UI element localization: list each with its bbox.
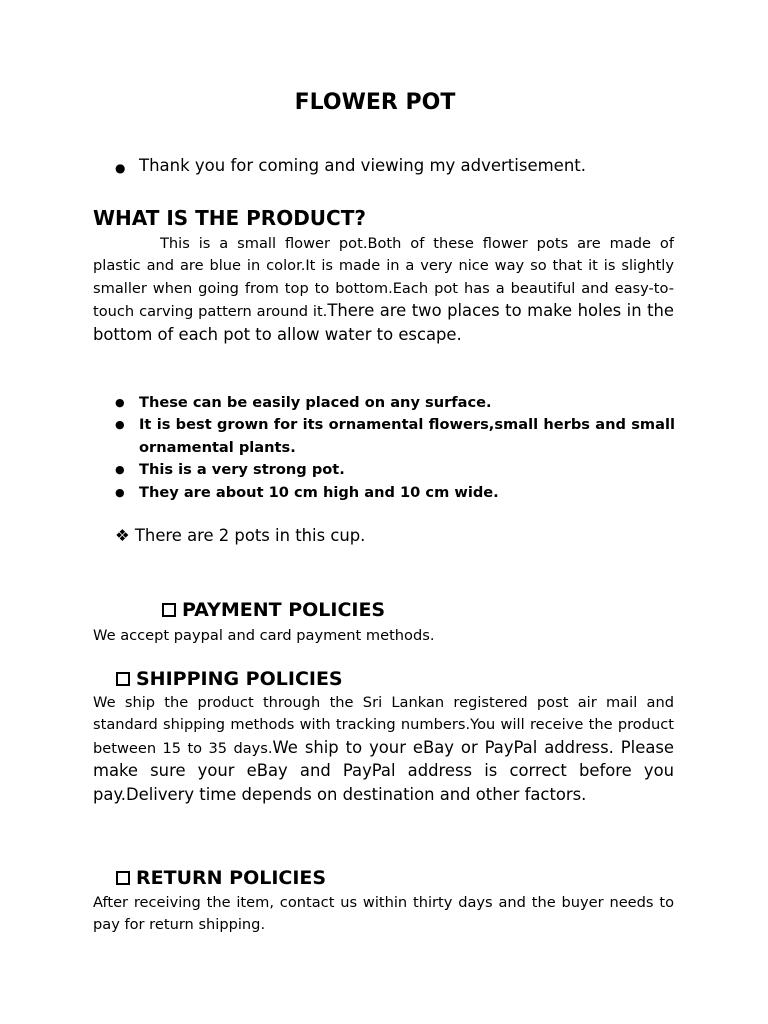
list-item: ● They are about 10 cm high and 10 cm wide. [115,482,675,504]
bullet-dot-icon: ● [115,396,125,409]
pots-note-text: There are 2 pots in this cup. [134,526,366,545]
payment-heading: PAYMENT POLICIES [162,599,385,621]
product-description-part1: This is a small flower pot.Both of these flower pots are made of plastic and are blue in color.It is made in a very nice way so that it is slightly smaller when going from top to bottom.Each pot has a beautiful and easy-to-touch carving pattern around it. [93,235,674,321]
checkbox-icon [116,871,130,885]
product-description [93,233,674,347]
checkbox-icon [162,603,176,617]
return-heading: RETURN POLICIES [116,867,326,889]
product-description-part2: There are two places to make holes in the bottom of each pot to allow water to escape. [93,301,674,344]
diamond-icon: ❖ [115,526,130,545]
page-title: FLOWER POT [294,90,456,115]
pots-note [115,526,365,545]
list-item: ● This is a very strong pot. [115,459,675,481]
feature-list [115,392,675,504]
bullet-dot-icon: ● [115,485,125,499]
checkbox-icon [116,672,130,686]
shipping-text [93,692,674,807]
list-item: ● These can be easily placed on any surface. [115,392,675,414]
list-item: ● It is best grown for its ornamental flowers,small herbs and small ornamental plants. [115,416,675,456]
payment-text: We accept paypal and card payment methods. [93,627,435,644]
shipping-text-part1: We ship the product through the Sri Lankan registered post air mail and standard shipping methods with tracking numbers.You will receive the product between 15 to 35 days. [93,694,674,757]
product-heading: WHAT IS THE PRODUCT? [93,206,366,230]
return-text: After receiving the item, contact us within thirty days and the buyer needs to pay for return shipping. [93,894,674,934]
shipping-text-part2: We ship to your eBay or PayPal address. Please make sure your eBay and PayPal address is correct before you pay.Delivery time depends on destination and other factors. [93,737,674,804]
bullet-dot-icon: ● [115,463,125,477]
intro-bullet-text: Thank you for coming and viewing my advertisement. [139,156,587,175]
shipping-heading: SHIPPING POLICIES [116,668,343,690]
bullet-dot-icon: ● [115,161,126,175]
bullet-dot-icon: ● [115,418,125,432]
